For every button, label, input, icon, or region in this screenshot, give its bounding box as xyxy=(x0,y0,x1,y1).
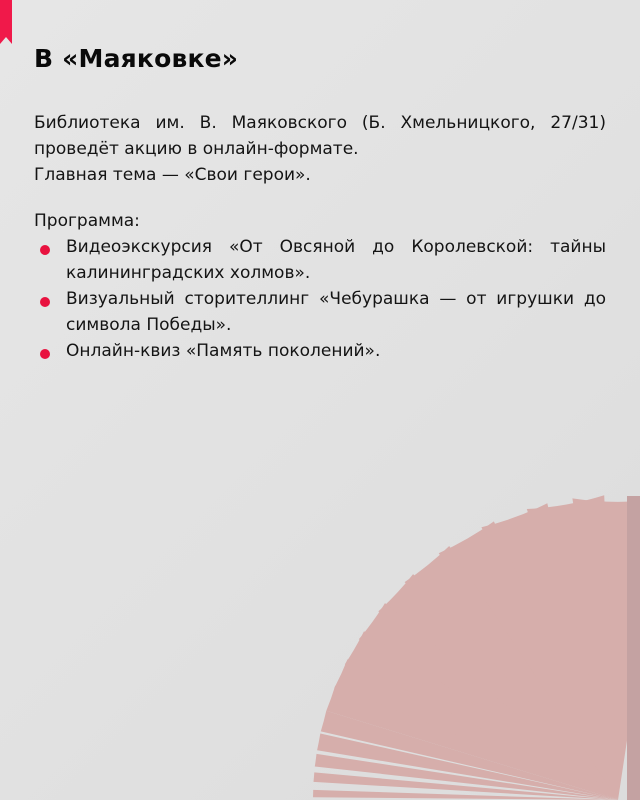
program-list xyxy=(34,234,606,364)
list-item xyxy=(34,286,606,338)
fan-ray xyxy=(321,711,618,800)
fan-ray xyxy=(572,498,640,800)
bullet-dot-icon xyxy=(40,297,50,307)
intro-line-venue: Библиотека им. В. Маяковского (Б. Хмельницкого, 27/31) проведёт акцию в онлайн-формате. xyxy=(34,113,606,159)
fan-ray xyxy=(345,631,618,800)
bullet-dot-icon xyxy=(40,349,50,359)
list-item xyxy=(34,338,606,364)
list-item-label: Онлайн-квиз «Память поколений». xyxy=(66,341,381,361)
fan-ray xyxy=(527,495,618,800)
page-title: В «Маяковке» xyxy=(34,44,239,73)
fan-ray xyxy=(405,546,618,800)
program-section xyxy=(34,208,606,364)
fan-ray xyxy=(334,659,618,800)
list-item xyxy=(34,234,606,286)
fan-ray xyxy=(314,772,619,800)
fan-ray xyxy=(481,503,618,800)
fan-ray xyxy=(317,734,618,800)
fan-ray xyxy=(359,603,618,800)
list-item-label: Видеоэкскурсия «От Овсяной до Королевской: тайны калининградских холмов». xyxy=(66,237,606,283)
fan-ray xyxy=(313,790,618,800)
intro-line-theme: Главная тема — «Свои герои». xyxy=(34,165,311,185)
fan-ray xyxy=(439,521,618,800)
list-item-label: Визуальный сторителлинг «Чебурашка — от игрушки до символа Победы». xyxy=(66,289,606,335)
fan-ray xyxy=(378,574,618,800)
bookmark-ribbon-icon xyxy=(0,0,12,44)
fan-ray xyxy=(326,686,618,800)
program-heading: Программа: xyxy=(34,211,140,231)
bullet-dot-icon xyxy=(40,245,50,255)
fan-ray xyxy=(315,754,618,800)
intro-text xyxy=(34,110,606,188)
